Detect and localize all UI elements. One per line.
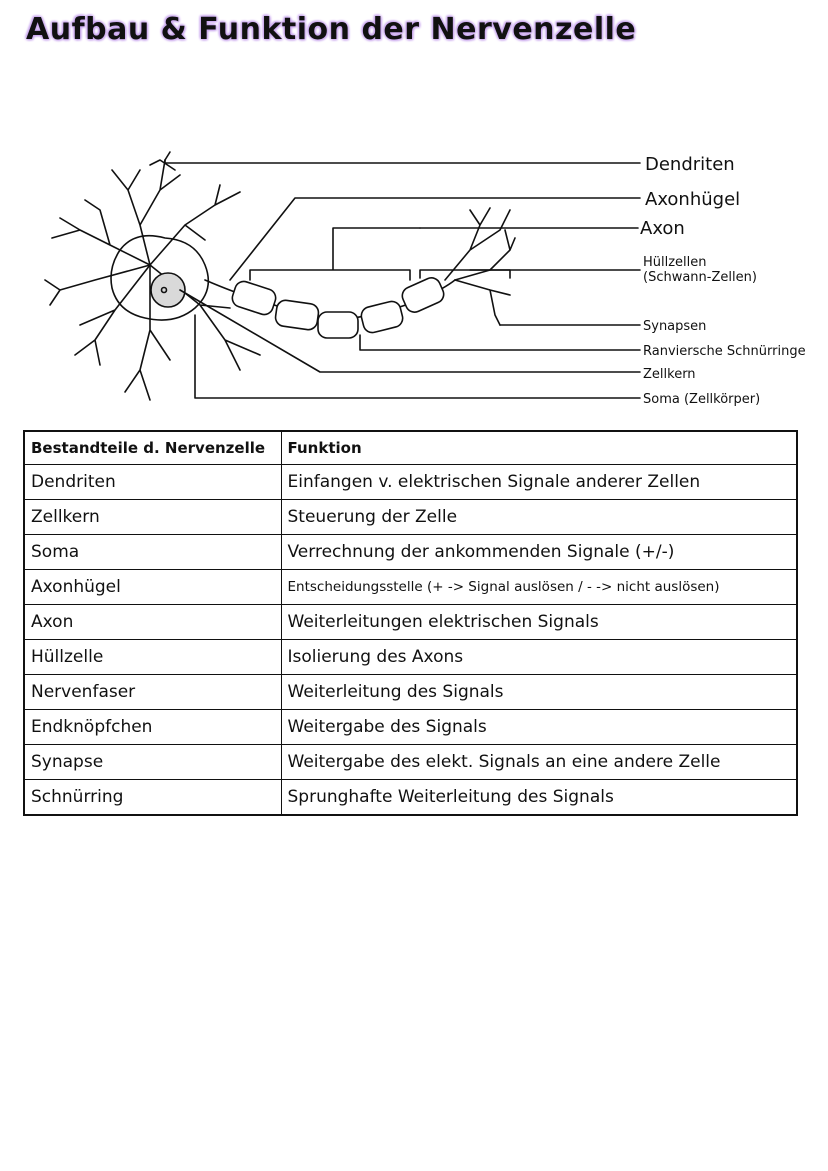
table-row [24, 570, 797, 605]
function-cell: Verrechnung der ankommenden Signale (+/-) [281, 535, 797, 570]
function-cell: Sprunghafte Weiterleitung des Signals [281, 780, 797, 816]
part-cell: Axon [24, 605, 281, 640]
schwann-cells-drawing [230, 275, 447, 338]
neuron-diagram [0, 130, 828, 415]
axon-terminals-drawing [445, 208, 515, 325]
table-header-row [24, 431, 797, 465]
part-cell: Axonhügel [24, 570, 281, 605]
part-cell: Endknöpfchen [24, 710, 281, 745]
label-synapsen: Synapsen [643, 319, 707, 334]
label-huellzellen: Hüllzellen [643, 255, 707, 270]
label-ranvier: Ranviersche Schnürringe [643, 344, 806, 359]
table-row [24, 640, 797, 675]
part-cell: Zellkern [24, 500, 281, 535]
label-schwann-zellen: (Schwann-Zellen) [643, 270, 757, 285]
table-row [24, 675, 797, 710]
table-row [24, 500, 797, 535]
table-row [24, 465, 797, 500]
function-cell: Steuerung der Zelle [281, 500, 797, 535]
column-header-function: Funktion [281, 431, 797, 465]
function-cell: Entscheidungsstelle (+ -> Signal auslösen / - -> nicht auslösen) [281, 570, 797, 605]
function-cell: Weitergabe des Signals [281, 710, 797, 745]
part-cell: Schnürring [24, 780, 281, 816]
table-row [24, 780, 797, 816]
function-cell: Einfangen v. elektrischen Signale anderer Zellen [281, 465, 797, 500]
table-row [24, 745, 797, 780]
parts-table [23, 430, 798, 816]
function-cell: Weiterleitungen elektrischen Signals [281, 605, 797, 640]
page-title: Aufbau & Funktion der Nervenzelle [26, 12, 637, 47]
label-zellkern: Zellkern [643, 367, 696, 382]
label-dendriten: Dendriten [645, 154, 735, 175]
part-cell: Dendriten [24, 465, 281, 500]
table-row [24, 710, 797, 745]
function-cell: Isolierung des Axons [281, 640, 797, 675]
part-cell: Hüllzelle [24, 640, 281, 675]
dendrites-drawing [45, 152, 260, 400]
function-cell: Weitergabe des elekt. Signals an eine andere Zelle [281, 745, 797, 780]
label-soma: Soma (Zellkörper) [643, 392, 761, 407]
part-cell: Soma [24, 535, 281, 570]
label-axon: Axon [640, 218, 685, 239]
label-axonhuegel: Axonhügel [645, 189, 741, 210]
part-cell: Synapse [24, 745, 281, 780]
function-cell: Weiterleitung des Signals [281, 675, 797, 710]
part-cell: Nervenfaser [24, 675, 281, 710]
column-header-part: Bestandteile d. Nervenzelle [24, 431, 281, 465]
table-row [24, 605, 797, 640]
table-row [24, 535, 797, 570]
